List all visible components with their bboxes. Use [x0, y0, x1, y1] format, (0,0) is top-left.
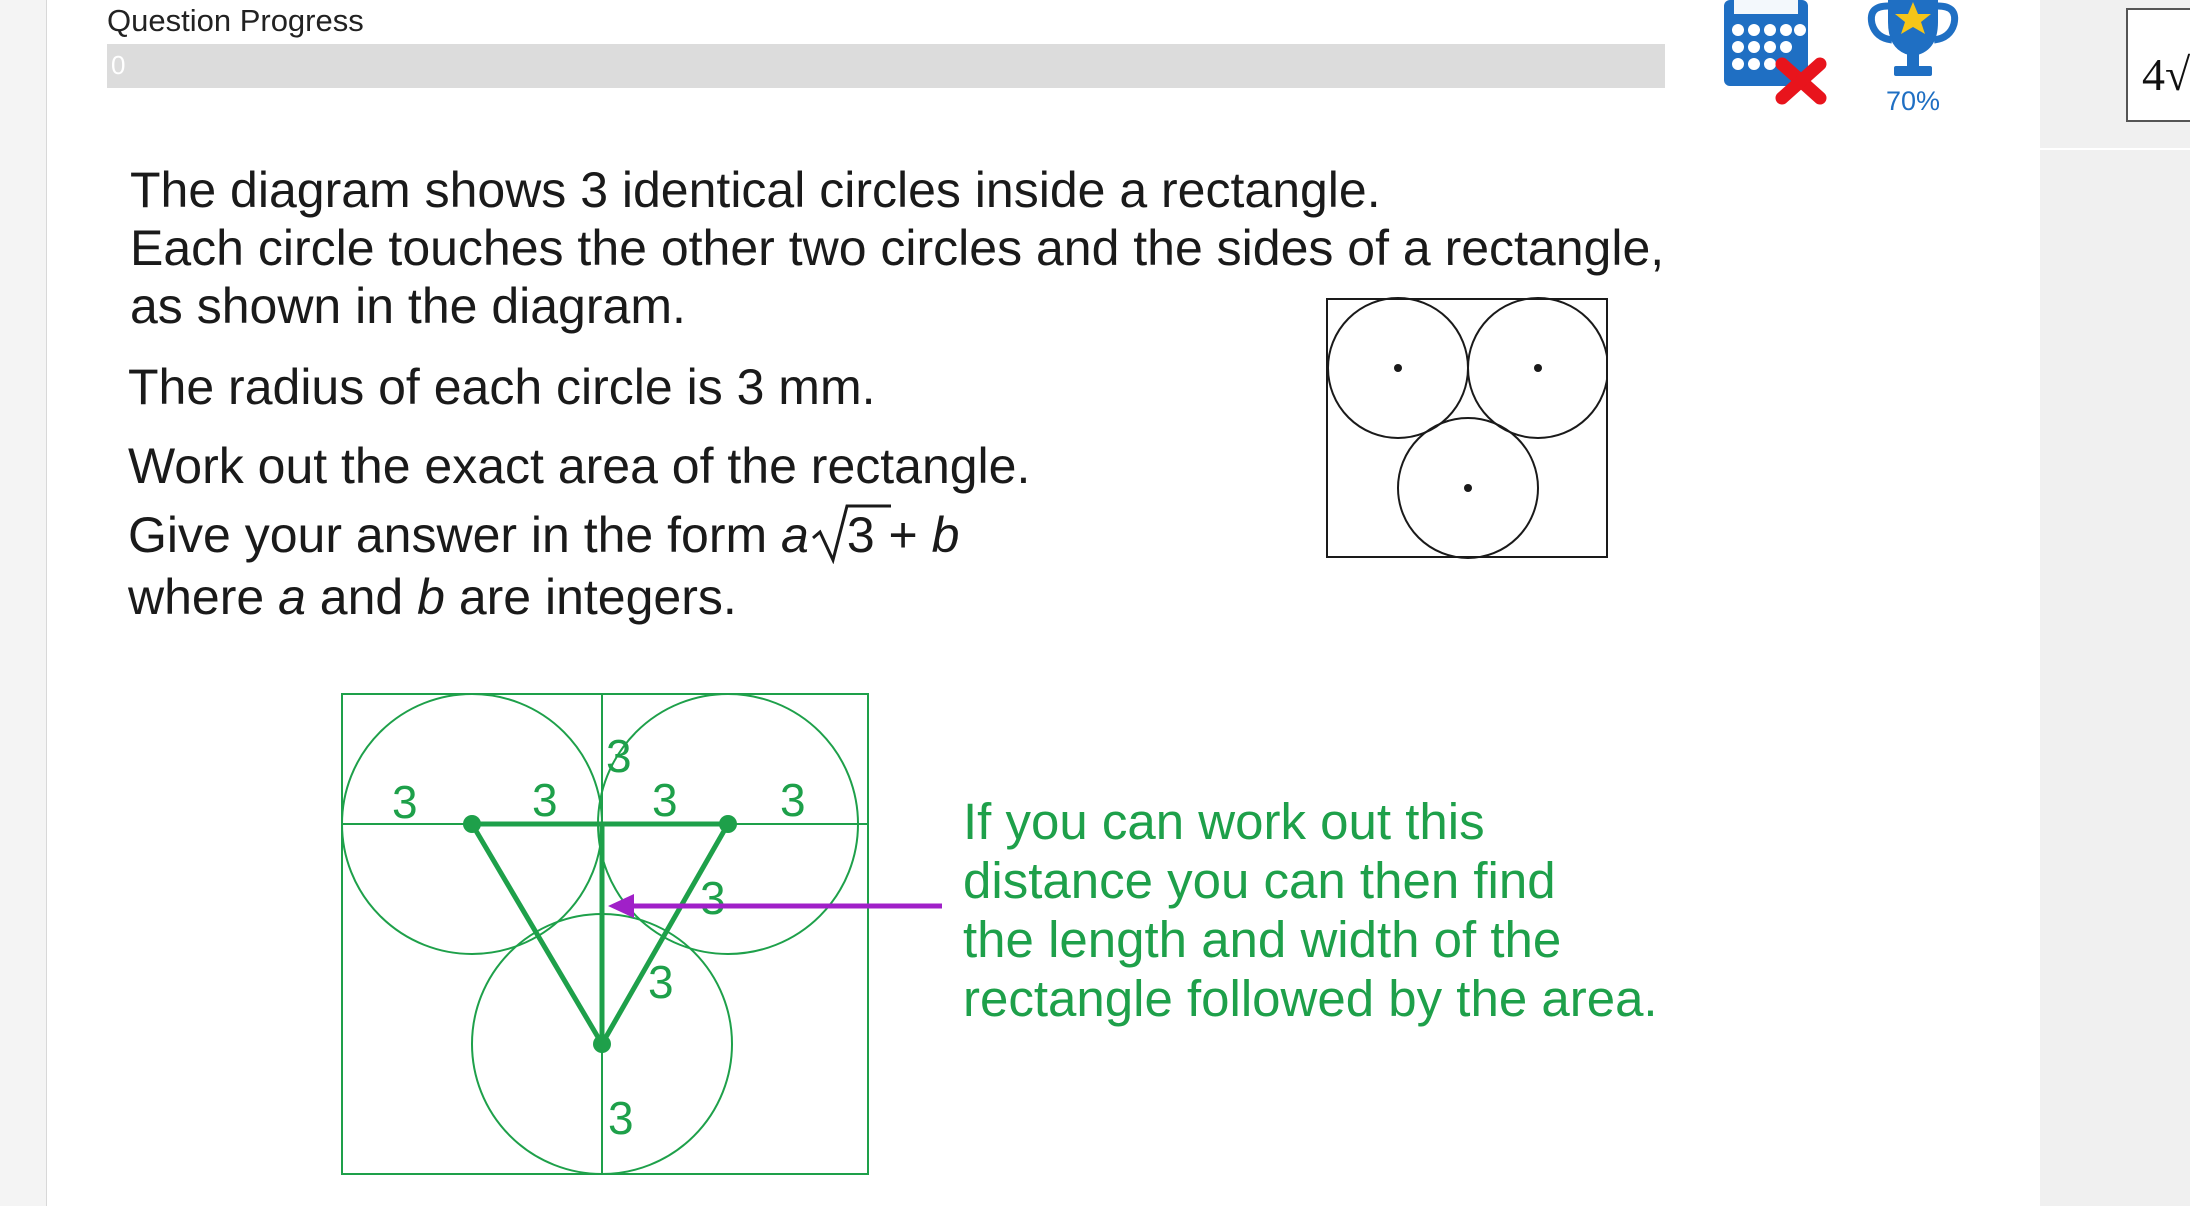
hint-text-line-3: the length and width of the	[963, 911, 1562, 968]
calculator-not-allowed-button[interactable]	[1722, 0, 1832, 110]
label-left-radius: 3	[392, 776, 418, 828]
left-gutter	[0, 0, 47, 1206]
question-line-1: The diagram shows 3 identical circles inside a rectangle.	[130, 162, 1381, 218]
question-progress-bar	[107, 44, 1665, 88]
question-line-3: as shown in the diagram.	[130, 278, 686, 334]
answer-form-a: a	[781, 507, 809, 563]
triangle-vertex-right	[719, 815, 737, 833]
label-lower-edge: 3	[648, 956, 674, 1008]
answer-form-prefix: Give your answer in the form	[128, 507, 782, 563]
label-right-radius: 3	[780, 774, 806, 826]
hint-text-line-1: If you can work out this	[963, 793, 1485, 850]
answer-text: 4√	[2142, 49, 2190, 100]
triangle-vertex-left	[463, 815, 481, 833]
calculator-not-allowed-icon	[1722, 0, 1832, 110]
sqrt-sign-icon	[811, 498, 891, 564]
triangle-left-edge	[472, 824, 602, 1044]
label-right-edge: 3	[700, 872, 726, 924]
diagram-centre-top-left	[1394, 364, 1402, 372]
question-where-line	[128, 568, 737, 626]
trophy-percent: 70%	[1885, 86, 1941, 116]
where-prefix: where	[128, 569, 279, 625]
triangle-vertex-bottom	[593, 1035, 611, 1053]
question-diagram	[1322, 292, 1608, 560]
answer-panel-divider	[2040, 148, 2190, 150]
label-bottom-radius: 3	[608, 1092, 634, 1144]
where-suffix: are integers.	[444, 569, 737, 625]
where-b: b	[417, 569, 445, 625]
answer-form-plus: +	[874, 507, 932, 563]
label-inner-left: 3	[532, 774, 558, 826]
hint-text	[963, 792, 1658, 1028]
sqrt-expression	[811, 506, 875, 564]
hint-rectangle	[342, 694, 868, 1174]
trophy-button[interactable]	[1866, 0, 1960, 120]
answer-panel	[2040, 0, 2190, 1206]
answer-form-b: b	[931, 507, 960, 563]
label-top-center: 3	[606, 730, 632, 782]
hint-text-line-2: distance you can then find	[963, 852, 1556, 909]
triangle-right-edge	[602, 824, 728, 1044]
label-inner-right: 3	[652, 774, 678, 826]
diagram-rectangle	[1327, 299, 1607, 557]
answer-input[interactable]	[2126, 8, 2190, 122]
hint-text-line-4: rectangle followed by the area.	[963, 970, 1658, 1027]
question-progress-value: 0	[111, 50, 126, 80]
trophy-icon	[1866, 0, 1960, 84]
question-progress-label: Question Progress	[107, 3, 364, 38]
question-task-text: Work out the exact area of the rectangle.	[128, 438, 1031, 494]
where-a: a	[278, 569, 306, 625]
question-line-2: Each circle touches the other two circles and the sides of a rectangle,	[130, 220, 1665, 276]
hint-diagram	[330, 684, 970, 1184]
sqrt-radicand: 3	[846, 507, 875, 563]
diagram-centre-bottom	[1464, 484, 1472, 492]
diagram-centre-top-right	[1534, 364, 1542, 372]
where-and: and	[305, 569, 418, 625]
answer-form-instruction	[128, 506, 959, 564]
question-radius-text: The radius of each circle is 3 mm.	[128, 359, 876, 415]
